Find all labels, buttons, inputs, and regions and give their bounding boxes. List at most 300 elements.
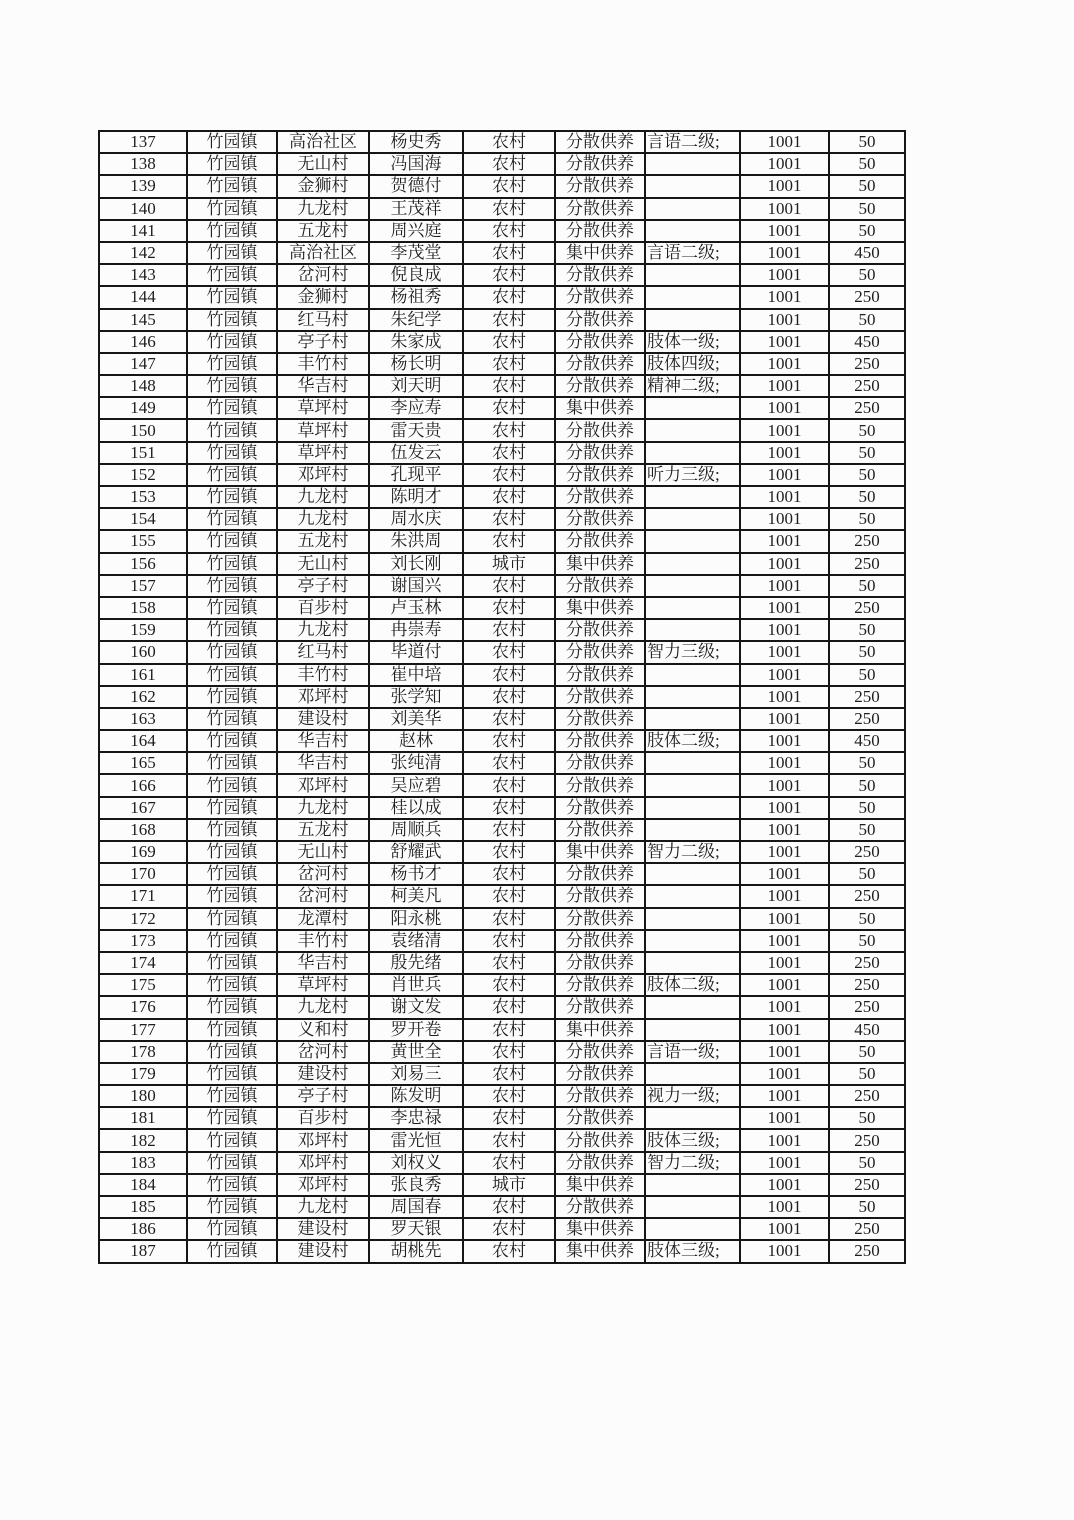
support-type-cell: 分散供养 xyxy=(555,1085,645,1107)
town-cell: 竹园镇 xyxy=(187,908,277,930)
village-cell: 草坪村 xyxy=(277,974,369,996)
village-cell: 九龙村 xyxy=(277,508,369,530)
disability-level-cell xyxy=(645,286,740,308)
code-cell: 1001 xyxy=(740,885,829,907)
support-type-cell: 集中供养 xyxy=(555,1174,645,1196)
support-type-cell: 集中供养 xyxy=(555,242,645,264)
person-name-cell: 黄世全 xyxy=(369,1041,463,1063)
town-cell: 竹园镇 xyxy=(187,486,277,508)
code-cell: 1001 xyxy=(740,397,829,419)
person-name-cell: 刘权义 xyxy=(369,1152,463,1174)
code-cell: 1001 xyxy=(740,198,829,220)
row-number-cell: 184 xyxy=(99,1174,187,1196)
code-cell: 1001 xyxy=(740,286,829,308)
town-cell: 竹园镇 xyxy=(187,774,277,796)
code-cell: 1001 xyxy=(740,1196,829,1218)
table-row xyxy=(99,952,905,974)
code-cell: 1001 xyxy=(740,264,829,286)
residence-type-cell: 农村 xyxy=(463,353,555,375)
village-cell: 义和村 xyxy=(277,1019,369,1041)
support-type-cell: 分散供养 xyxy=(555,1152,645,1174)
village-cell: 岔河村 xyxy=(277,885,369,907)
village-cell: 九龙村 xyxy=(277,198,369,220)
row-number-cell: 170 xyxy=(99,863,187,885)
code-cell: 1001 xyxy=(740,664,829,686)
village-cell: 邓坪村 xyxy=(277,1174,369,1196)
amount-cell: 450 xyxy=(829,242,905,264)
town-cell: 竹园镇 xyxy=(187,841,277,863)
person-name-cell: 谢国兴 xyxy=(369,575,463,597)
residence-type-cell: 农村 xyxy=(463,797,555,819)
town-cell: 竹园镇 xyxy=(187,819,277,841)
code-cell: 1001 xyxy=(740,1129,829,1151)
town-cell: 竹园镇 xyxy=(187,797,277,819)
residence-type-cell: 农村 xyxy=(463,863,555,885)
support-type-cell: 分散供养 xyxy=(555,353,645,375)
code-cell: 1001 xyxy=(740,686,829,708)
town-cell: 竹园镇 xyxy=(187,331,277,353)
row-number-cell: 177 xyxy=(99,1019,187,1041)
amount-cell: 250 xyxy=(829,885,905,907)
row-number-cell: 143 xyxy=(99,264,187,286)
table-row xyxy=(99,464,905,486)
person-name-cell: 朱纪学 xyxy=(369,309,463,331)
amount-cell: 50 xyxy=(829,508,905,530)
residence-type-cell: 农村 xyxy=(463,397,555,419)
table-row xyxy=(99,1152,905,1174)
code-cell: 1001 xyxy=(740,974,829,996)
disability-level-cell xyxy=(645,752,740,774)
code-cell: 1001 xyxy=(740,175,829,197)
town-cell: 竹园镇 xyxy=(187,1152,277,1174)
support-type-cell: 分散供养 xyxy=(555,331,645,353)
person-name-cell: 刘易三 xyxy=(369,1063,463,1085)
amount-cell: 250 xyxy=(829,1240,905,1262)
residence-type-cell: 农村 xyxy=(463,530,555,552)
residence-type-cell: 农村 xyxy=(463,375,555,397)
amount-cell: 250 xyxy=(829,841,905,863)
town-cell: 竹园镇 xyxy=(187,930,277,952)
town-cell: 竹园镇 xyxy=(187,553,277,575)
row-number-cell: 181 xyxy=(99,1107,187,1129)
person-name-cell: 倪良成 xyxy=(369,264,463,286)
row-number-cell: 152 xyxy=(99,464,187,486)
code-cell: 1001 xyxy=(740,996,829,1018)
person-name-cell: 朱家成 xyxy=(369,331,463,353)
code-cell: 1001 xyxy=(740,442,829,464)
person-name-cell: 李茂堂 xyxy=(369,242,463,264)
table-row xyxy=(99,242,905,264)
residence-type-cell: 农村 xyxy=(463,309,555,331)
residence-type-cell: 农村 xyxy=(463,930,555,952)
code-cell: 1001 xyxy=(740,486,829,508)
code-cell: 1001 xyxy=(740,131,829,153)
row-number-cell: 149 xyxy=(99,397,187,419)
row-number-cell: 186 xyxy=(99,1218,187,1240)
person-name-cell: 袁绪清 xyxy=(369,930,463,952)
residence-type-cell: 农村 xyxy=(463,464,555,486)
town-cell: 竹园镇 xyxy=(187,752,277,774)
town-cell: 竹园镇 xyxy=(187,309,277,331)
town-cell: 竹园镇 xyxy=(187,952,277,974)
table-row xyxy=(99,375,905,397)
amount-cell: 50 xyxy=(829,1107,905,1129)
support-type-cell: 分散供养 xyxy=(555,175,645,197)
disability-level-cell: 智力三级; xyxy=(645,641,740,663)
support-type-cell: 分散供养 xyxy=(555,1041,645,1063)
residence-type-cell: 农村 xyxy=(463,664,555,686)
person-name-cell: 刘天明 xyxy=(369,375,463,397)
residence-type-cell: 农村 xyxy=(463,1063,555,1085)
village-cell: 九龙村 xyxy=(277,797,369,819)
disability-level-cell xyxy=(645,175,740,197)
disability-level-cell: 肢体二级; xyxy=(645,730,740,752)
town-cell: 竹园镇 xyxy=(187,1019,277,1041)
amount-cell: 250 xyxy=(829,1218,905,1240)
residence-type-cell: 农村 xyxy=(463,1218,555,1240)
village-cell: 金狮村 xyxy=(277,286,369,308)
person-name-cell: 王茂祥 xyxy=(369,198,463,220)
disability-level-cell: 言语二级; xyxy=(645,131,740,153)
person-name-cell: 周水庆 xyxy=(369,508,463,530)
disability-level-cell xyxy=(645,1174,740,1196)
code-cell: 1001 xyxy=(740,774,829,796)
town-cell: 竹园镇 xyxy=(187,442,277,464)
row-number-cell: 165 xyxy=(99,752,187,774)
residence-type-cell: 农村 xyxy=(463,841,555,863)
disability-level-cell xyxy=(645,553,740,575)
disability-level-cell: 精神二级; xyxy=(645,375,740,397)
support-type-cell: 分散供养 xyxy=(555,996,645,1018)
disability-level-cell xyxy=(645,930,740,952)
disability-level-cell: 肢体二级; xyxy=(645,974,740,996)
village-cell: 百步村 xyxy=(277,597,369,619)
support-type-cell: 分散供养 xyxy=(555,419,645,441)
town-cell: 竹园镇 xyxy=(187,1174,277,1196)
code-cell: 1001 xyxy=(740,530,829,552)
table-row xyxy=(99,397,905,419)
table-row xyxy=(99,198,905,220)
amount-cell: 250 xyxy=(829,353,905,375)
town-cell: 竹园镇 xyxy=(187,641,277,663)
village-cell: 华吉村 xyxy=(277,752,369,774)
village-cell: 建设村 xyxy=(277,1218,369,1240)
town-cell: 竹园镇 xyxy=(187,198,277,220)
code-cell: 1001 xyxy=(740,1174,829,1196)
support-type-cell: 分散供养 xyxy=(555,952,645,974)
row-number-cell: 156 xyxy=(99,553,187,575)
support-type-cell: 分散供养 xyxy=(555,797,645,819)
amount-cell: 50 xyxy=(829,664,905,686)
code-cell: 1001 xyxy=(740,309,829,331)
amount-cell: 50 xyxy=(829,419,905,441)
amount-cell: 250 xyxy=(829,1085,905,1107)
person-name-cell: 杨长明 xyxy=(369,353,463,375)
residence-type-cell: 城市 xyxy=(463,553,555,575)
disability-level-cell xyxy=(645,908,740,930)
row-number-cell: 146 xyxy=(99,331,187,353)
row-number-cell: 142 xyxy=(99,242,187,264)
village-cell: 九龙村 xyxy=(277,486,369,508)
amount-cell: 250 xyxy=(829,996,905,1018)
amount-cell: 50 xyxy=(829,1041,905,1063)
person-name-cell: 冯国海 xyxy=(369,153,463,175)
code-cell: 1001 xyxy=(740,952,829,974)
support-type-cell: 集中供养 xyxy=(555,1218,645,1240)
residence-type-cell: 农村 xyxy=(463,419,555,441)
village-cell: 邓坪村 xyxy=(277,1129,369,1151)
residence-type-cell: 农村 xyxy=(463,1129,555,1151)
person-name-cell: 周兴庭 xyxy=(369,220,463,242)
table-row xyxy=(99,286,905,308)
town-cell: 竹园镇 xyxy=(187,508,277,530)
town-cell: 竹园镇 xyxy=(187,375,277,397)
amount-cell: 250 xyxy=(829,952,905,974)
disability-level-cell: 肢体三级; xyxy=(645,1240,740,1262)
row-number-cell: 163 xyxy=(99,708,187,730)
village-cell: 建设村 xyxy=(277,708,369,730)
row-number-cell: 179 xyxy=(99,1063,187,1085)
table-body xyxy=(99,131,905,1263)
table-row xyxy=(99,752,905,774)
person-name-cell: 柯美凡 xyxy=(369,885,463,907)
town-cell: 竹园镇 xyxy=(187,153,277,175)
row-number-cell: 141 xyxy=(99,220,187,242)
amount-cell: 450 xyxy=(829,1019,905,1041)
row-number-cell: 139 xyxy=(99,175,187,197)
table-row xyxy=(99,819,905,841)
residence-type-cell: 农村 xyxy=(463,331,555,353)
amount-cell: 250 xyxy=(829,597,905,619)
support-type-cell: 分散供养 xyxy=(555,863,645,885)
code-cell: 1001 xyxy=(740,863,829,885)
town-cell: 竹园镇 xyxy=(187,530,277,552)
person-name-cell: 刘长刚 xyxy=(369,553,463,575)
table-row xyxy=(99,908,905,930)
row-number-cell: 175 xyxy=(99,974,187,996)
disability-level-cell xyxy=(645,264,740,286)
support-type-cell: 分散供养 xyxy=(555,1107,645,1129)
person-name-cell: 卢玉林 xyxy=(369,597,463,619)
village-cell: 华吉村 xyxy=(277,730,369,752)
table-row xyxy=(99,553,905,575)
person-name-cell: 雷天贵 xyxy=(369,419,463,441)
disability-level-cell xyxy=(645,664,740,686)
disability-level-cell xyxy=(645,863,740,885)
row-number-cell: 161 xyxy=(99,664,187,686)
disability-level-cell xyxy=(645,619,740,641)
code-cell: 1001 xyxy=(740,1041,829,1063)
residence-type-cell: 农村 xyxy=(463,486,555,508)
row-number-cell: 166 xyxy=(99,774,187,796)
person-name-cell: 李应寿 xyxy=(369,397,463,419)
residence-type-cell: 农村 xyxy=(463,442,555,464)
code-cell: 1001 xyxy=(740,464,829,486)
residence-type-cell: 农村 xyxy=(463,819,555,841)
row-number-cell: 158 xyxy=(99,597,187,619)
table-row xyxy=(99,1129,905,1151)
village-cell: 无山村 xyxy=(277,553,369,575)
table-row xyxy=(99,508,905,530)
amount-cell: 50 xyxy=(829,819,905,841)
town-cell: 竹园镇 xyxy=(187,1041,277,1063)
town-cell: 竹园镇 xyxy=(187,1129,277,1151)
residence-type-cell: 农村 xyxy=(463,1240,555,1262)
amount-cell: 50 xyxy=(829,1063,905,1085)
residence-type-cell: 农村 xyxy=(463,686,555,708)
town-cell: 竹园镇 xyxy=(187,1085,277,1107)
row-number-cell: 180 xyxy=(99,1085,187,1107)
town-cell: 竹园镇 xyxy=(187,974,277,996)
person-name-cell: 舒耀武 xyxy=(369,841,463,863)
town-cell: 竹园镇 xyxy=(187,885,277,907)
code-cell: 1001 xyxy=(740,908,829,930)
residence-type-cell: 农村 xyxy=(463,242,555,264)
town-cell: 竹园镇 xyxy=(187,686,277,708)
amount-cell: 450 xyxy=(829,730,905,752)
person-name-cell: 杨书才 xyxy=(369,863,463,885)
row-number-cell: 159 xyxy=(99,619,187,641)
person-name-cell: 张良秀 xyxy=(369,1174,463,1196)
village-cell: 邓坪村 xyxy=(277,686,369,708)
table-row xyxy=(99,841,905,863)
row-number-cell: 157 xyxy=(99,575,187,597)
support-type-cell: 分散供养 xyxy=(555,375,645,397)
residence-type-cell: 农村 xyxy=(463,974,555,996)
person-name-cell: 雷光恒 xyxy=(369,1129,463,1151)
person-name-cell: 陈发明 xyxy=(369,1085,463,1107)
code-cell: 1001 xyxy=(740,708,829,730)
table-sheet xyxy=(98,130,906,1264)
table-row xyxy=(99,153,905,175)
row-number-cell: 137 xyxy=(99,131,187,153)
residence-type-cell: 农村 xyxy=(463,575,555,597)
code-cell: 1001 xyxy=(740,841,829,863)
village-cell: 五龙村 xyxy=(277,819,369,841)
table-row xyxy=(99,442,905,464)
disability-level-cell xyxy=(645,397,740,419)
welfare-roster-table xyxy=(98,130,906,1264)
support-type-cell: 集中供养 xyxy=(555,841,645,863)
residence-type-cell: 农村 xyxy=(463,885,555,907)
support-type-cell: 分散供养 xyxy=(555,464,645,486)
table-row xyxy=(99,1218,905,1240)
residence-type-cell: 农村 xyxy=(463,198,555,220)
residence-type-cell: 农村 xyxy=(463,1041,555,1063)
row-number-cell: 140 xyxy=(99,198,187,220)
amount-cell: 250 xyxy=(829,1174,905,1196)
row-number-cell: 162 xyxy=(99,686,187,708)
row-number-cell: 138 xyxy=(99,153,187,175)
disability-level-cell xyxy=(645,442,740,464)
disability-level-cell: 肢体一级; xyxy=(645,331,740,353)
support-type-cell: 集中供养 xyxy=(555,1240,645,1262)
person-name-cell: 陈明才 xyxy=(369,486,463,508)
table-row xyxy=(99,1174,905,1196)
support-type-cell: 分散供养 xyxy=(555,1196,645,1218)
amount-cell: 50 xyxy=(829,131,905,153)
village-cell: 九龙村 xyxy=(277,619,369,641)
table-row xyxy=(99,1196,905,1218)
amount-cell: 50 xyxy=(829,641,905,663)
residence-type-cell: 农村 xyxy=(463,597,555,619)
disability-level-cell xyxy=(645,153,740,175)
town-cell: 竹园镇 xyxy=(187,220,277,242)
code-cell: 1001 xyxy=(740,619,829,641)
village-cell: 亭子村 xyxy=(277,331,369,353)
amount-cell: 50 xyxy=(829,486,905,508)
person-name-cell: 张纯清 xyxy=(369,752,463,774)
village-cell: 红马村 xyxy=(277,309,369,331)
residence-type-cell: 农村 xyxy=(463,1019,555,1041)
code-cell: 1001 xyxy=(740,797,829,819)
amount-cell: 50 xyxy=(829,464,905,486)
residence-type-cell: 农村 xyxy=(463,1196,555,1218)
residence-type-cell: 农村 xyxy=(463,774,555,796)
row-number-cell: 144 xyxy=(99,286,187,308)
row-number-cell: 169 xyxy=(99,841,187,863)
amount-cell: 50 xyxy=(829,930,905,952)
row-number-cell: 164 xyxy=(99,730,187,752)
table-row xyxy=(99,930,905,952)
village-cell: 九龙村 xyxy=(277,1196,369,1218)
table-row xyxy=(99,1019,905,1041)
disability-level-cell xyxy=(645,486,740,508)
town-cell: 竹园镇 xyxy=(187,264,277,286)
code-cell: 1001 xyxy=(740,1019,829,1041)
support-type-cell: 分散供养 xyxy=(555,730,645,752)
table-row xyxy=(99,353,905,375)
amount-cell: 450 xyxy=(829,331,905,353)
support-type-cell: 分散供养 xyxy=(555,309,645,331)
village-cell: 邓坪村 xyxy=(277,774,369,796)
code-cell: 1001 xyxy=(740,242,829,264)
support-type-cell: 分散供养 xyxy=(555,619,645,641)
village-cell: 五龙村 xyxy=(277,220,369,242)
person-name-cell: 孔现平 xyxy=(369,464,463,486)
disability-level-cell xyxy=(645,885,740,907)
disability-level-cell xyxy=(645,1107,740,1129)
town-cell: 竹园镇 xyxy=(187,619,277,641)
support-type-cell: 分散供养 xyxy=(555,974,645,996)
town-cell: 竹园镇 xyxy=(187,575,277,597)
village-cell: 亭子村 xyxy=(277,575,369,597)
row-number-cell: 154 xyxy=(99,508,187,530)
row-number-cell: 160 xyxy=(99,641,187,663)
table-row xyxy=(99,419,905,441)
village-cell: 邓坪村 xyxy=(277,1152,369,1174)
code-cell: 1001 xyxy=(740,1240,829,1262)
amount-cell: 50 xyxy=(829,774,905,796)
town-cell: 竹园镇 xyxy=(187,353,277,375)
amount-cell: 50 xyxy=(829,198,905,220)
village-cell: 高治社区 xyxy=(277,131,369,153)
village-cell: 建设村 xyxy=(277,1063,369,1085)
village-cell: 丰竹村 xyxy=(277,664,369,686)
table-row xyxy=(99,708,905,730)
row-number-cell: 176 xyxy=(99,996,187,1018)
disability-level-cell xyxy=(645,1019,740,1041)
disability-level-cell xyxy=(645,530,740,552)
support-type-cell: 集中供养 xyxy=(555,1019,645,1041)
table-row xyxy=(99,996,905,1018)
person-name-cell: 周国春 xyxy=(369,1196,463,1218)
person-name-cell: 吴应碧 xyxy=(369,774,463,796)
code-cell: 1001 xyxy=(740,641,829,663)
support-type-cell: 分散供养 xyxy=(555,708,645,730)
code-cell: 1001 xyxy=(740,153,829,175)
row-number-cell: 182 xyxy=(99,1129,187,1151)
